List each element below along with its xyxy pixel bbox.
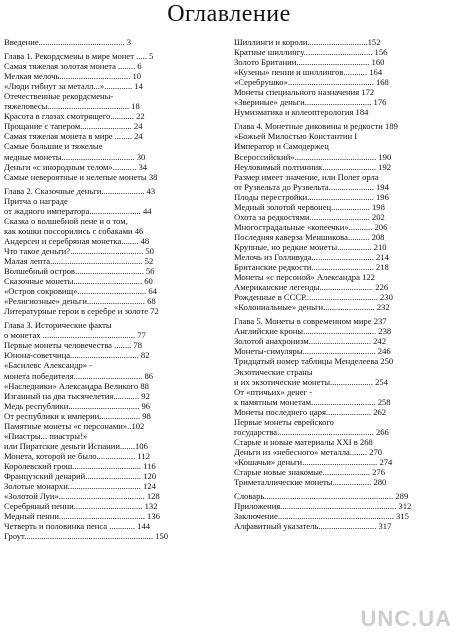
toc-entry: Шиллинги и короли............................152 [234, 37, 381, 47]
toc-entry: «Золотой Луи»........................................ 128 [4, 491, 160, 502]
toc-entry: Золотой анахронизм............................. 242 [234, 336, 387, 347]
toc-entry: Алфавитный указатель........................... 317 [234, 521, 392, 532]
toc-entry: Мелкая мелочь................................. 10 [4, 71, 142, 82]
toc-entry: Монета, которой не было.................. 112 [4, 450, 150, 461]
toc-entry: Монеты специального назначения 172 [234, 87, 375, 98]
toc-entry: или Пиратские деньги Испании.......106 [4, 440, 148, 451]
toc-entry: Деньги из «небесного» металла........ 270 [234, 446, 383, 457]
toc-entry: Самая тяжелая монета в мире ........ 24 [4, 131, 143, 142]
toc-entry: Изганный на два тысячелетия............ 92 [4, 390, 150, 401]
toc-entry: Крупные, но редкие монеты................ 210 [234, 241, 387, 252]
toc-entry: Деньги «с инородным телом»........... 34 [4, 161, 148, 172]
toc-entry: От «птичьих» денег - [234, 386, 313, 397]
toc-entry: Королевский грош................................ 116 [4, 460, 156, 471]
toc-entry: Многострадальные «копеечки»........... 206 [234, 221, 388, 232]
toc-entry: Медь республики................................. 96 [4, 400, 151, 411]
toc-entry: Медный пенни........................................ 136 [4, 511, 160, 522]
toc-entry: Что такое деньги?.................................. 50 [4, 245, 154, 256]
toc-chapter-heading: Глава 5. Монеты в современном мире 237 [234, 316, 387, 327]
toc-entry: Рожденные в СССР.................................. 230 [234, 292, 393, 303]
toc-entry: «Люди гибнут за металл...»............. 14 [4, 81, 143, 92]
toc-entry: «Религиозные» деньги........................... 68 [4, 296, 156, 307]
toc-entry: Литературные герои в серебре и золоте 72 [4, 306, 159, 317]
toc-entry: Золотые монархи.................................. 124 [4, 481, 156, 492]
toc-entry: Монеты-симуляры.................................. 246 [234, 346, 391, 357]
toc-chapter-heading: Глава 1. Рекордсмены в мире монет ..... 5 [4, 51, 154, 62]
toc-entry: Британские редкости............................. 218 [234, 262, 389, 273]
toc-entry: Экзотические страны [234, 366, 313, 377]
toc-entry: Самая тяжелая золотая монета ........ 6 [4, 61, 142, 72]
toc-entry: государства............................................. 266 [234, 426, 389, 437]
toc-chapter-heading: Глава 4. Монетные диковины и редкости 189 [234, 121, 398, 132]
toc-entry: Размер имеет значение, или Полет орла [234, 171, 379, 182]
toc-entry: Самые большие и тяжелые [4, 141, 103, 152]
toc-entry: Монеты последнего царя..................... 262 [234, 406, 387, 417]
toc-entry: и их экзотические монеты.................... 254 [234, 376, 389, 387]
toc-entry: «Серебрушко»........................................ 168 [234, 77, 389, 88]
toc-entry: Приложения...................................................... 312 [234, 501, 412, 512]
toc-left-column [4, 37, 224, 541]
toc-entry: о монетах ........................................... 77 [4, 330, 146, 341]
toc-entry: Тридцатый номер таблицы Менделеева 250 [234, 356, 394, 367]
toc-entry: как кошки поссорились с собаками 46 [4, 225, 144, 236]
toc-entry: Император и Самодержец [234, 141, 329, 152]
toc-entry: Введение........................................ 3 [4, 37, 132, 47]
toc-entry: Золото Британии.................................. 160 [234, 57, 385, 68]
toc-entry: Андерсен и серебряная монетка........ 48 [4, 235, 150, 246]
toc-entry: монета победителя................................ 86 [4, 370, 154, 381]
toc-entry: Памятные монеты «с персонами»..102 [4, 420, 145, 431]
toc-entry: Юнона-советчица................................ 82 [4, 350, 150, 361]
toc-entry: Волшебный остров................................ 56 [4, 266, 155, 277]
toc-entry: Первые монеты еврейского [234, 416, 334, 427]
toc-entry: Четверть и половинка пенса ............ 144 [4, 521, 151, 532]
toc-entry: от жадного императора........................ 44 [4, 205, 152, 216]
toc-entry: Сказка о волшебной пене и о том, [4, 215, 128, 226]
toc-entry: «Басилевс Александр» - [4, 360, 93, 371]
toc-chapter-heading: Глава 3. Исторические факты [4, 320, 112, 331]
toc-entry: «Звериные» деньги............................... 176 [234, 97, 387, 108]
toc-right-column [234, 37, 454, 531]
toc-entry: Нумизматика и колеоптерология 184 [234, 107, 369, 118]
toc-entry: медные монеты.................................. 30 [4, 151, 146, 162]
toc-entry: Последняя каверза Меншикова.......... 208 [234, 231, 385, 242]
toc-entry: Притча о награде [4, 195, 68, 206]
toc-entry: От республики к империи................... 98 [4, 410, 151, 421]
toc-entry: Гроут............................................................ 150 [4, 531, 169, 542]
toc-entry: Неуловимый полтинник......................... 192 [234, 161, 392, 172]
toc-entry: «Остров сокровищ»................................ 64 [4, 286, 157, 297]
toc-entry: Словарь............................................................ 289 [234, 491, 409, 502]
toc-entry: Прощание с тапером........................ 24 [4, 121, 143, 132]
toc-entry: «Наследники» Александра Великого 88 [4, 380, 149, 391]
toc-entry: Триметаллические монеты.................. 280 [234, 477, 387, 488]
toc-entry: Монеты «с персоной» Александра 122 [234, 272, 375, 283]
toc-entry: Серебряный пенни................................ 132 [4, 501, 158, 512]
toc-entry: Английские кроны.................................. 238 [234, 326, 392, 337]
toc-entry: тяжеловесы...................................... 18 [4, 101, 140, 112]
toc-entry: Всероссийский»...................................... 190 [234, 151, 392, 162]
page-title: Оглавление [167, 1, 291, 27]
toc-entry: Кратные шиллингу................................ 156 [234, 47, 388, 58]
toc-entry: «Кошачьи» деньги................................... 274 [234, 456, 393, 467]
toc-entry: «Колониальные» деньги........................ 232 [234, 302, 390, 313]
toc-entry: Заключение...................................................... 315 [234, 511, 409, 522]
toc-entry: к памятным монетам.............................. 258 [234, 396, 391, 407]
toc-entry: Французский денарий.......................... 120 [4, 470, 157, 481]
toc-entry: Американские легенды......................... 226 [234, 282, 389, 293]
toc-entry: Самые невероятные и нелепые монеты 38 [4, 171, 158, 182]
toc-entry: Медный золотой червонец.................. 198 [234, 201, 385, 212]
toc-entry: Отечественные рекордсмены- [4, 91, 114, 102]
toc-entry: Охота за редкостями............................ 202 [234, 211, 385, 222]
toc-entry: Мелочь из Голливуда............................. 214 [234, 251, 389, 262]
toc-entry: Старые новые знакомые...................... 276 [234, 466, 386, 477]
toc-entry: Малая лепта........................................... 52 [4, 255, 154, 266]
toc-entry: от Рузвельта до Рузвельта..................... 194 [234, 181, 389, 192]
toc-entry: Старые и новые материалы XXI в 268 [234, 436, 373, 447]
toc-chapter-heading: Глава 2. Сказочные деньги.................... 43 [4, 185, 156, 196]
toc-entry: «Божьей Милостью Константин I [234, 131, 358, 142]
toc-entry: «Кузены» пенни и шиллингов........... 164 [234, 67, 383, 78]
watermark-logo: UNC.UA [360, 606, 452, 631]
toc-entry: Плоды перестройки............................... 196 [234, 191, 389, 202]
toc-entry: «Пиастры... пиастры!» [4, 430, 88, 441]
toc-entry: Красота в глазах смотрящего........... 22 [4, 111, 145, 122]
toc-entry: Сказочные монеты................................ 60 [4, 276, 153, 287]
toc-entry: Первые монеты человечества ........ 78 [4, 340, 143, 351]
